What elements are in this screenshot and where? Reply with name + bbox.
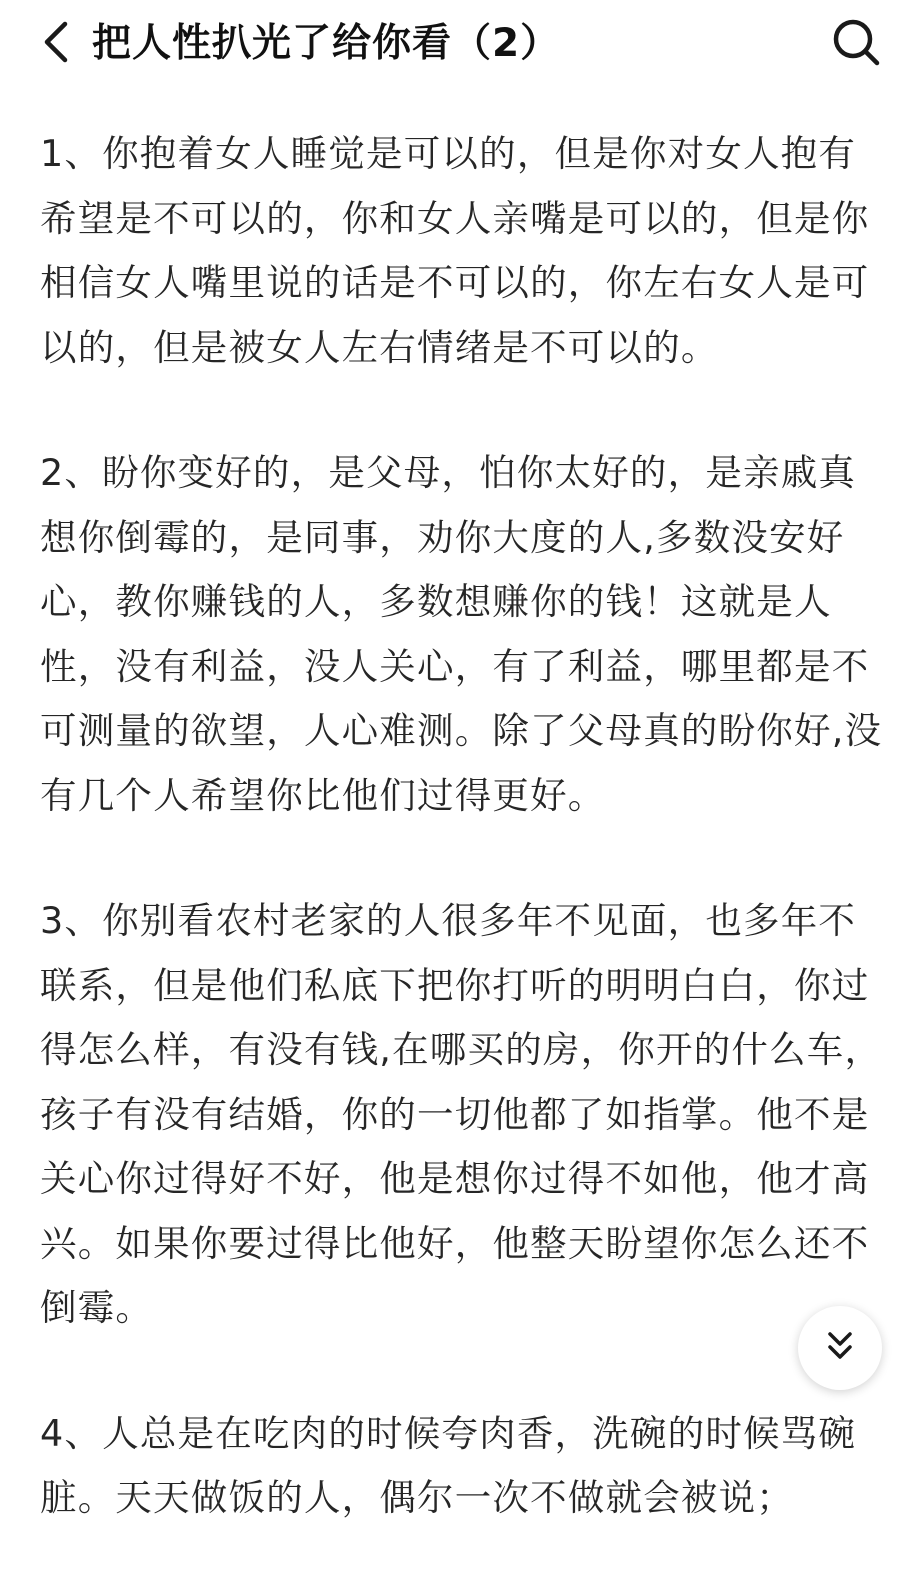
paragraph-1: 1、你抱着女人睡觉是可以的，但是你对女人抱有希望是不可以的，你和女人亲嘴是可以的，但是你相信女人嘴里说的话是不可以的，你左右女人是可以的，但是被女人左右情绪是不可以的。 — [40, 132, 870, 369]
page-title: 把人性扒光了给你看（2） — [92, 21, 561, 66]
search-button[interactable] — [826, 14, 886, 74]
search-icon — [830, 16, 882, 72]
chevron-left-icon — [39, 18, 73, 70]
back-button[interactable] — [30, 14, 82, 74]
top-bar — [0, 0, 921, 92]
paragraph-2: 2、盼你变好的，是父母，怕你太好的，是亲戚真想你倒霉的，是同事，劝你大度的人,多数没安好心，教你赚钱的人，多数想赚你的钱！这就是人性，没有利益，没人关心，有了利益，哪里都是不可测量的欲望，人心难测。除了父母真的盼你好,没有几个人希望你比他们过得更好。 — [40, 451, 883, 817]
paragraph-4: 4、人总是在吃肉的时候夸肉香，洗碗的时候骂碗脏。天天做饭的人，偶尔一次不做就会被说； — [40, 1411, 857, 1519]
article-body — [40, 122, 885, 1592]
paragraph-3: 3、你别看农村老家的人很多年不见面，也多年不联系，但是他们私底下把你打听的明明白白，你过得怎么样，有没有钱,在哪买的房，你开的什么车，孩子有没有结婚，你的一切他都了如指掌。他不是关心你过得好不好，他是想你过得不如他，他才高兴。如果你要过得比他好，他整天盼望你怎么还不倒霉。 — [40, 899, 883, 1329]
double-chevron-down-icon — [823, 1329, 857, 1367]
scroll-down-button[interactable] — [798, 1306, 882, 1390]
